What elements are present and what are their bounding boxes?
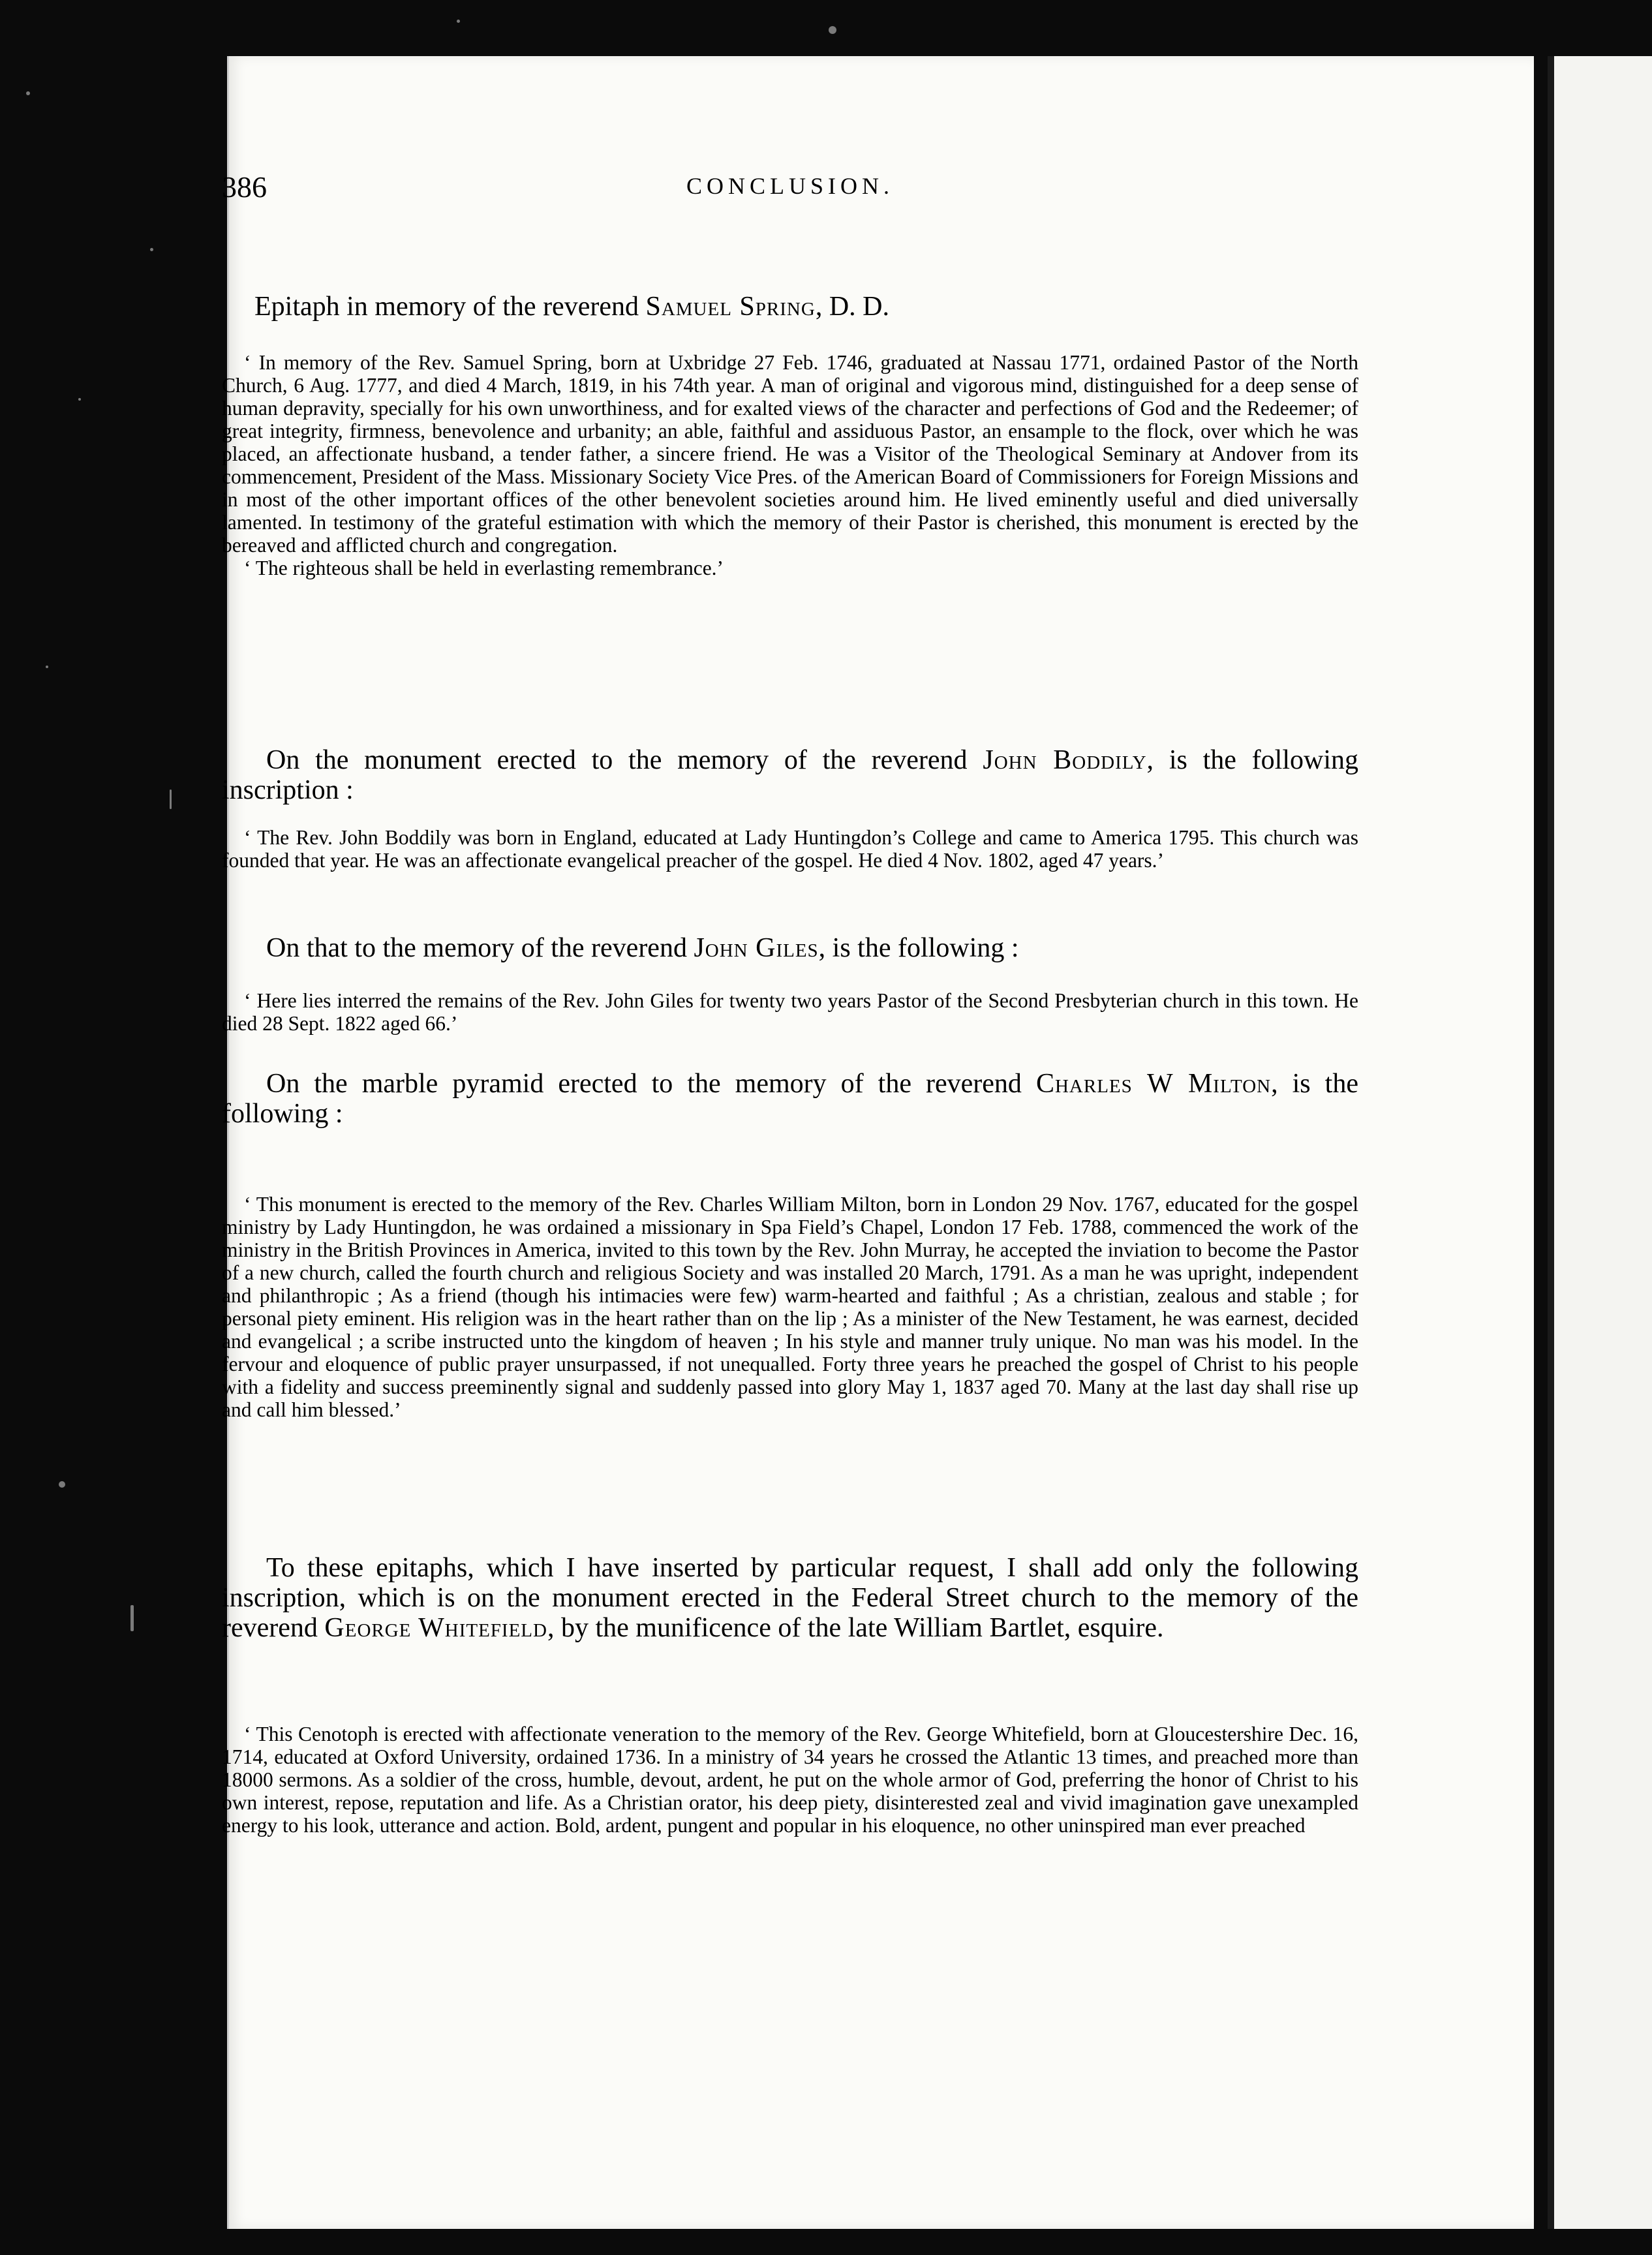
boddily-inscription: ‘ The Rev. John Boddily was born in England, educated at Lady Huntingdon’s College and came to America 1795. This church was founded that year. He was an affectionate evangelical preacher of the gospel. He died 4 Nov. 1802, aged 47 years.’ <box>222 826 1358 872</box>
scan-speck <box>46 666 48 668</box>
giles-inscription: ‘ Here lies interred the remains of the Rev. John Giles for twenty two years Pastor of the Second Presbyterian church in this town. He died 28 Sept. 1822 aged 66.’ <box>222 989 1358 1035</box>
epitaph-heading <box>254 291 1357 322</box>
scan-speck <box>78 398 81 401</box>
milton-intro <box>222 1069 1358 1129</box>
intro-suffix: , is the following : <box>818 933 1019 963</box>
running-head <box>222 170 1358 209</box>
scan-speck <box>829 26 836 34</box>
giles-intro <box>222 933 1358 963</box>
intro-name: John Boddily <box>983 745 1147 775</box>
scan-speck <box>457 20 460 23</box>
whitefield-intro <box>222 1553 1358 1643</box>
spring-inscription-body: ‘ In memory of the Rev. Samuel Spring, born at Uxbridge 27 Feb. 1746, graduated at Nassau 1771, ordained Pastor of the North Church, 6 Aug. 1777, and died 4 March, 1819, in his 74th year. A man of original and vigorous mind, distinguished for a deep sense of human depravity, specially for his own unworthiness, and for exalted views of the character and perfections of God and the Redeemer; of great integrity, firmness, benevolence and urbanity; an able, faithful and assiduous Pastor, an ensample to the flock, over which he was placed, an affectionate husband, a tender father, a sincere friend. He was a Visitor of the Theological Seminary at Andover from its commencement, President of the Mass. Missionary Society Vice Pres. of the American Board of Commissioners for Foreign Missions and in most of the other important offices of the other benevolent societies around him. He lived eminently useful and died universally lamented. In testimony of the grateful estimation with which the memory of their Pastor is cherished, this monument is erected by the bereaved and afflicted church and congregation. <box>222 351 1358 557</box>
whitefield-inscription: ‘ This Cenotoph is erected with affectionate veneration to the memory of the Rev. George Whitefield, born at Gloucestershire Dec. 16, 1714, educated at Oxford University, ordained 1736. In a ministry of 34 years he crossed the Atlantic 13 times, and preached more than 18000 sermons. As a soldier of the cross, humble, devout, ardent, he put on the whole armor of God, preferring the honor of Christ to his own interest, repose, reputation and life. As a Christian orator, his deep piety, disinterested zeal and vivid imagination gave unexampled energy to his look, utterance and action. Bold, ardent, pungent and popular in his eloquence, no other uninspired man ever preached <box>222 1723 1358 1837</box>
page-number: 386 <box>222 170 267 204</box>
heading-name: Samuel Spring <box>645 292 816 322</box>
intro-name: John Giles <box>694 933 819 963</box>
boddily-intro <box>222 745 1358 805</box>
intro-suffix: , is the following inscription : <box>222 745 1358 805</box>
spring-inscription-closing: ‘ The righteous shall be held in everlasting remembrance.’ <box>244 557 724 579</box>
intro-name: George Whitefield <box>324 1613 547 1643</box>
scan-speck <box>26 91 30 95</box>
milton-inscription: ‘ This monument is erected to the memory of the Rev. Charles William Milton, born in London 29 Nov. 1767, educated for the gospel ministry by Lady Huntingdon, he was ordained a missionary in Spa Field’s Chapel, London 17 Feb. 1788, commenced the work of the ministry in the British Provinces in America, invited to this town by the Rev. John Murray, he accepted the inviation to become the Pastor of a new church, called the fourth church and religious Society and was installed 20 March, 1791. As a man he was upright, independent and philanthropic ; As a friend (though his intimacies were few) warm-hearted and faithful ; As a christian, zealous and stable ; for personal piety eminent. His religion was in the heart rather than on the lip ; As a minister of the New Testament, he was earnest, decided and evangelical ; a scribe instructed unto the kingdom of heaven ; In his style and manner truly unique. No man was his model. In the fervour and eloquence of public prayer unsurpassed, if not unequalled. Forty three years he preached the gospel of Christ to his people with a fidelity and success preeminently signal and suddenly passed into glory May 1, 1837 aged 70. Many at the last day shall rise up and call him blessed.’ <box>222 1193 1358 1421</box>
scan-speck <box>59 1481 65 1488</box>
intro-text: On that to the memory of the reverend <box>266 933 694 963</box>
heading-text: Epitaph in memory of the reverend <box>254 292 646 322</box>
facing-page-edge <box>1548 56 1652 2229</box>
intro-name: Charles W Milton <box>1035 1069 1272 1099</box>
intro-suffix: , by the munificence of the late William Bartlet, esquire. <box>547 1613 1164 1643</box>
scan-speck <box>170 790 172 809</box>
scan-speck <box>130 1605 134 1631</box>
intro-text: On the monument erected to the memory of the reverend <box>266 745 983 775</box>
scan-speck <box>150 248 153 251</box>
running-title: CONCLUSION. <box>686 173 894 199</box>
spring-inscription <box>222 351 1358 579</box>
intro-text: To these epitaphs, which I have inserted by particular request, I shall add only the following inscription, which is on the monument erected in the Federal Street church to the memory of the reverend <box>222 1553 1358 1643</box>
intro-suffix: , is the following : <box>222 1069 1358 1129</box>
heading-suffix: , D. D. <box>815 292 889 322</box>
intro-text: On the marble pyramid erected to the memory of the reverend <box>266 1069 1036 1099</box>
